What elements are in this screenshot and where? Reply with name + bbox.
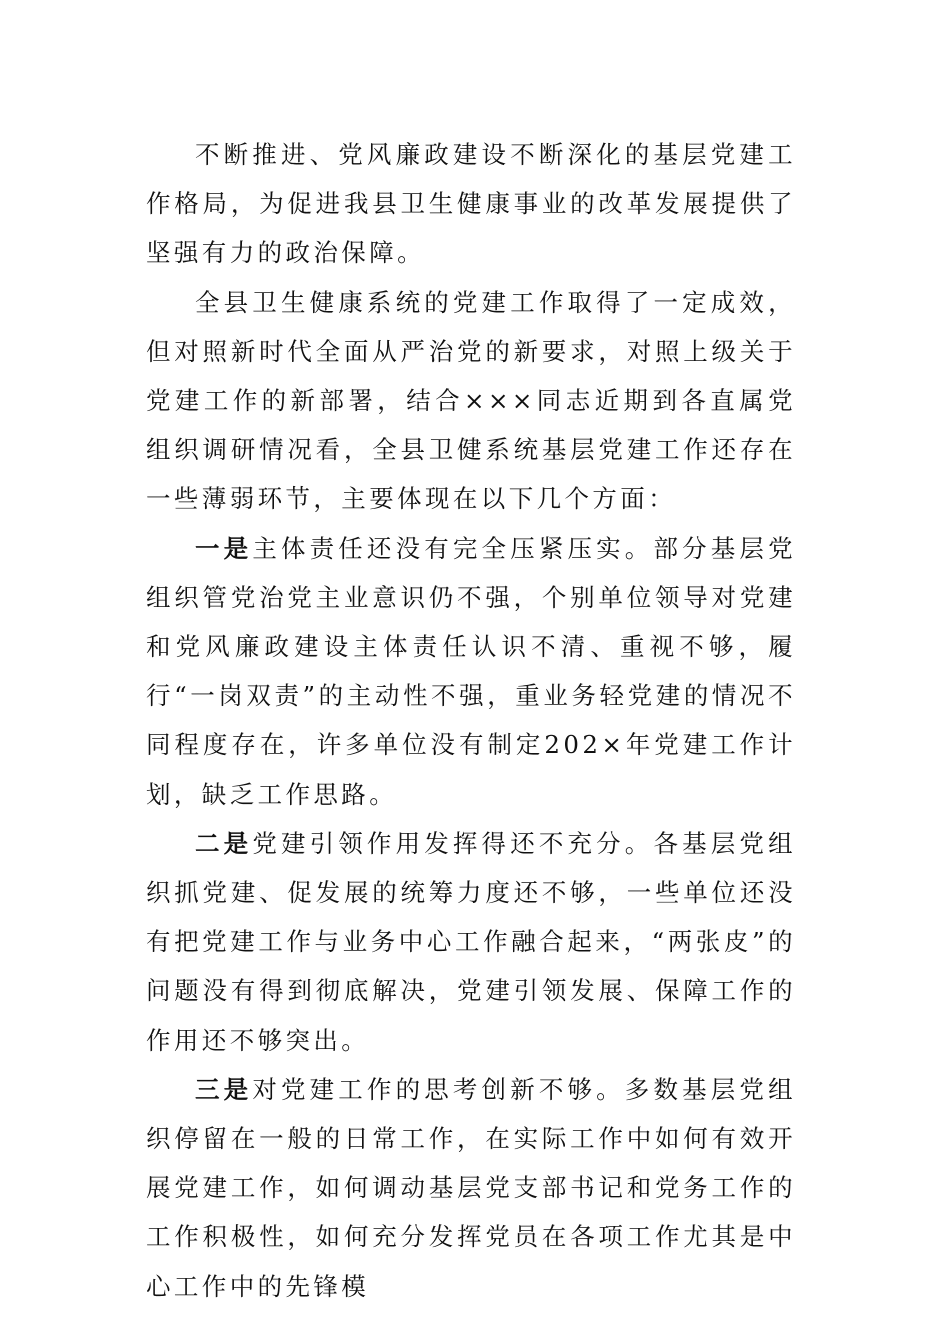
paragraph-5-text: 对党建工作的思考创新不够。多数基层党组织停留在一般的日常工作，在实际工作中如何有效开展党建工作，如何调动基层党支部书记和党务工作的工作积极性，如何充分发挥党员在各项工作尤其是中心工作中的先锋模	[146, 1074, 796, 1301]
paragraph-2-text: 全县卫生健康系统的党建工作取得了一定成效，但对照新时代全面从严治党的新要求，对照上级关于党建工作的新部署，结合×××同志近期到各直属党组织调研情况看，全县卫健系统基层党建工作还存在一些薄弱环节，主要体现在以下几个方面：	[146, 287, 796, 514]
paragraph-5	[146, 1065, 796, 1311]
document-body	[146, 130, 796, 1311]
paragraph-3-lead: 一是	[195, 533, 253, 563]
paragraph-5-lead: 三是	[195, 1074, 253, 1104]
paragraph-4	[146, 819, 796, 1065]
paragraph-3	[146, 524, 796, 819]
paragraph-4-text: 党建引领作用发挥得还不充分。各基层党组织抓党建、促发展的统筹力度还不够，一些单位还没有把党建工作与业务中心工作融合起来，“两张皮”的问题没有得到彻底解决，党建引领发展、保障工作的作用还不够突出。	[146, 828, 796, 1055]
paragraph-2	[146, 278, 796, 524]
paragraph-1	[146, 130, 796, 278]
paragraph-4-lead: 二是	[195, 828, 253, 858]
paragraph-1-text: 不断推进、党风廉政建设不断深化的基层党建工作格局，为促进我县卫生健康事业的改革发展提供了坚强有力的政治保障。	[146, 140, 796, 268]
paragraph-3-text: 主体责任还没有完全压紧压实。部分基层党组织管党治党主业意识仍不强，个别单位领导对党建和党风廉政建设主体责任认识不清、重视不够，履行“一岗双责”的主动性不强，重业务轻党建的情况不同程度存在，许多单位没有制定202×年党建工作计划，缺乏工作思路。	[146, 533, 796, 809]
